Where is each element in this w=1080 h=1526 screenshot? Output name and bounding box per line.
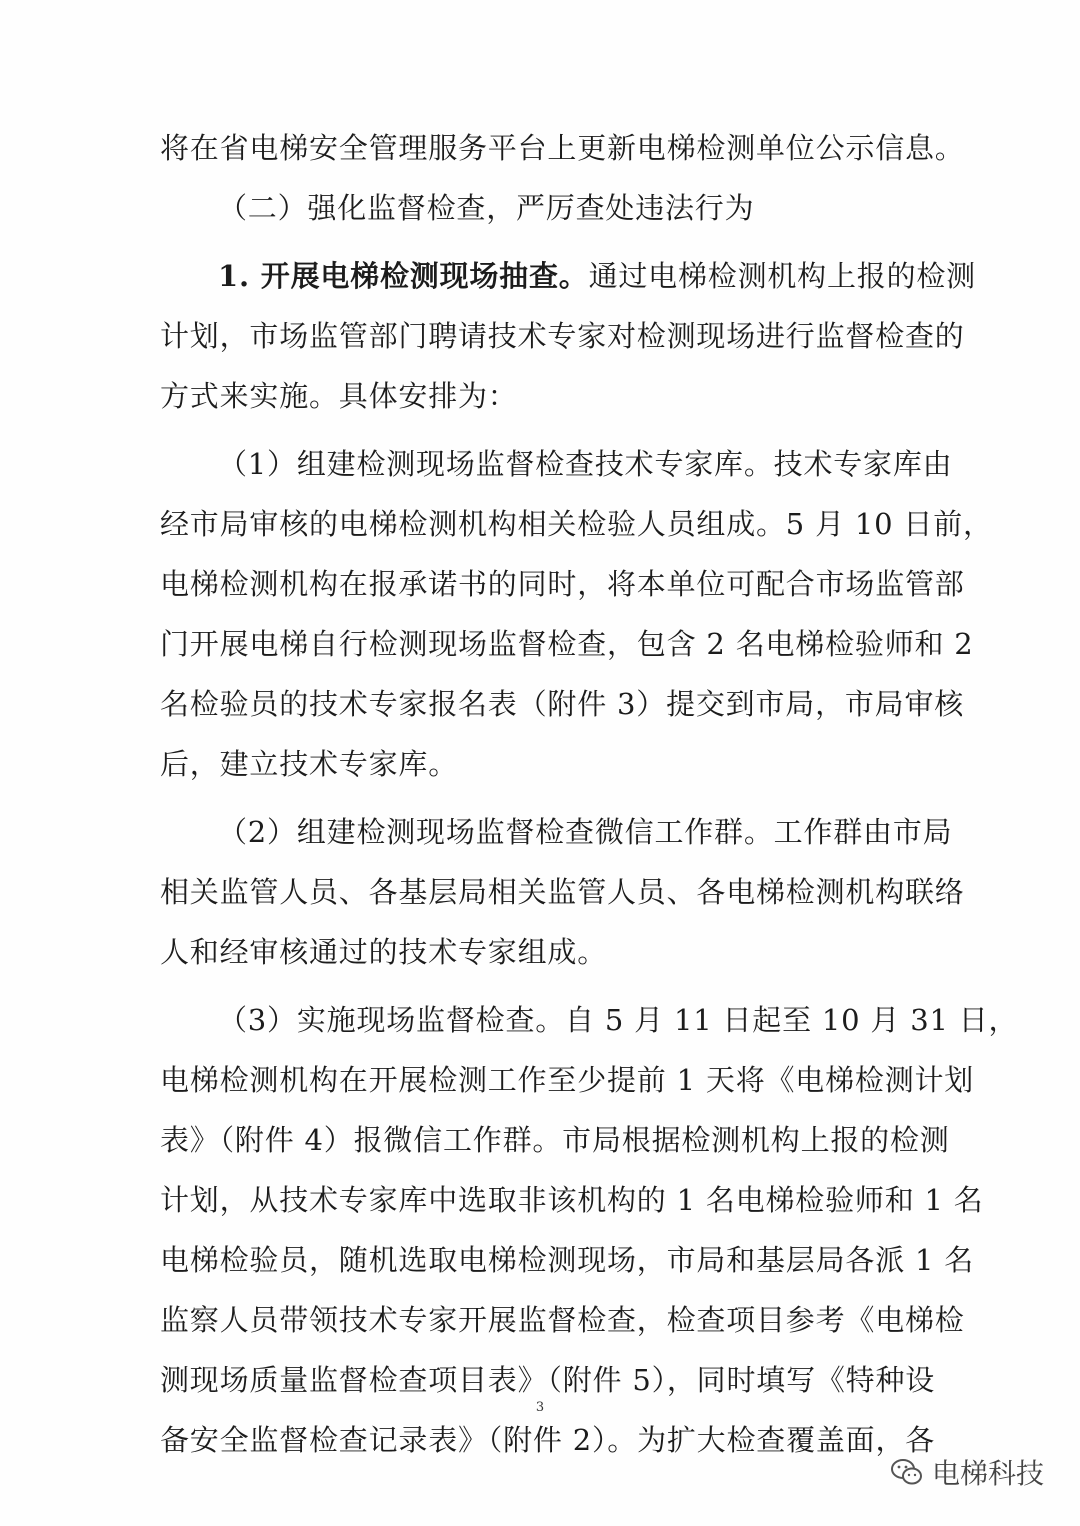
item-text: 通过电梯检测机构上报的检测 [588, 259, 976, 293]
text-line: 测现场质量监督检查项目表》（附件 5），同时填写《特种设 [160, 1363, 936, 1397]
text-line: （1）组建检测现场监督检查技术专家库。技术专家库由 [218, 447, 953, 481]
text-line: 电梯检测机构在开展检测工作至少提前 1 天将《电梯检测计划 [160, 1063, 975, 1097]
text-line: （3）实施现场监督检查。自 5 月 11 日起至 10 月 31 日， [218, 1003, 1019, 1037]
text-line [160, 246, 976, 306]
text-line: 门开展电梯自行检测现场监督检查，包含 2 名电梯检验师和 2 [160, 627, 974, 661]
wechat-icon [890, 1457, 924, 1487]
text-line: 计划，从技术专家库中选取非该机构的 1 名电梯检验师和 1 名 [160, 1183, 984, 1217]
text-line: 计划，市场监管部门聘请技术专家对检测现场进行监督检查的 [160, 319, 965, 353]
text-line: 电梯检测机构在报承诺书的同时，将本单位可配合市场监管部 [160, 567, 965, 601]
text-line: 方式来实施。具体安排为： [160, 379, 518, 413]
body-text [160, 118, 1019, 1470]
watermark-text: 电梯科技 [931, 1457, 1044, 1490]
text-line: 名检验员的技术专家报名表（附件 3）提交到市局，市局审核 [160, 687, 965, 721]
watermark [890, 1452, 1044, 1492]
text-line: 后，建立技术专家库。 [160, 747, 459, 781]
page-number: 3 [535, 1400, 545, 1415]
text-line: 表》（附件 4）报微信工作群。市局根据检测机构上报的检测 [160, 1123, 950, 1157]
item-heading: 1. 开展电梯检测现场抽查。 [218, 259, 589, 293]
text-line: 监察人员带领技术专家开展监督检查，检查项目参考《电梯检 [160, 1303, 965, 1337]
text-line: （2）组建检测现场监督检查微信工作群。工作群由市局 [218, 815, 953, 849]
text-line: 人和经审核通过的技术专家组成。 [160, 935, 608, 969]
text-line: 相关监管人员、各基层局相关监管人员、各电梯检测机构联络 [160, 875, 965, 909]
section-heading: （二）强化监督检查，严厉查处违法行为 [218, 191, 755, 225]
text-line: 电梯检验员，随机选取电梯检测现场，市局和基层局各派 1 名 [160, 1243, 975, 1277]
text-line: 经市局审核的电梯检测机构相关检验人员组成。5 月 10 日前， [160, 507, 993, 541]
text-line: 将在省电梯安全管理服务平台上更新电梯检测单位公示信息。 [160, 131, 965, 165]
text-line: 备安全监督检查记录表》（附件 2）。为扩大检查覆盖面，各 [160, 1423, 936, 1457]
